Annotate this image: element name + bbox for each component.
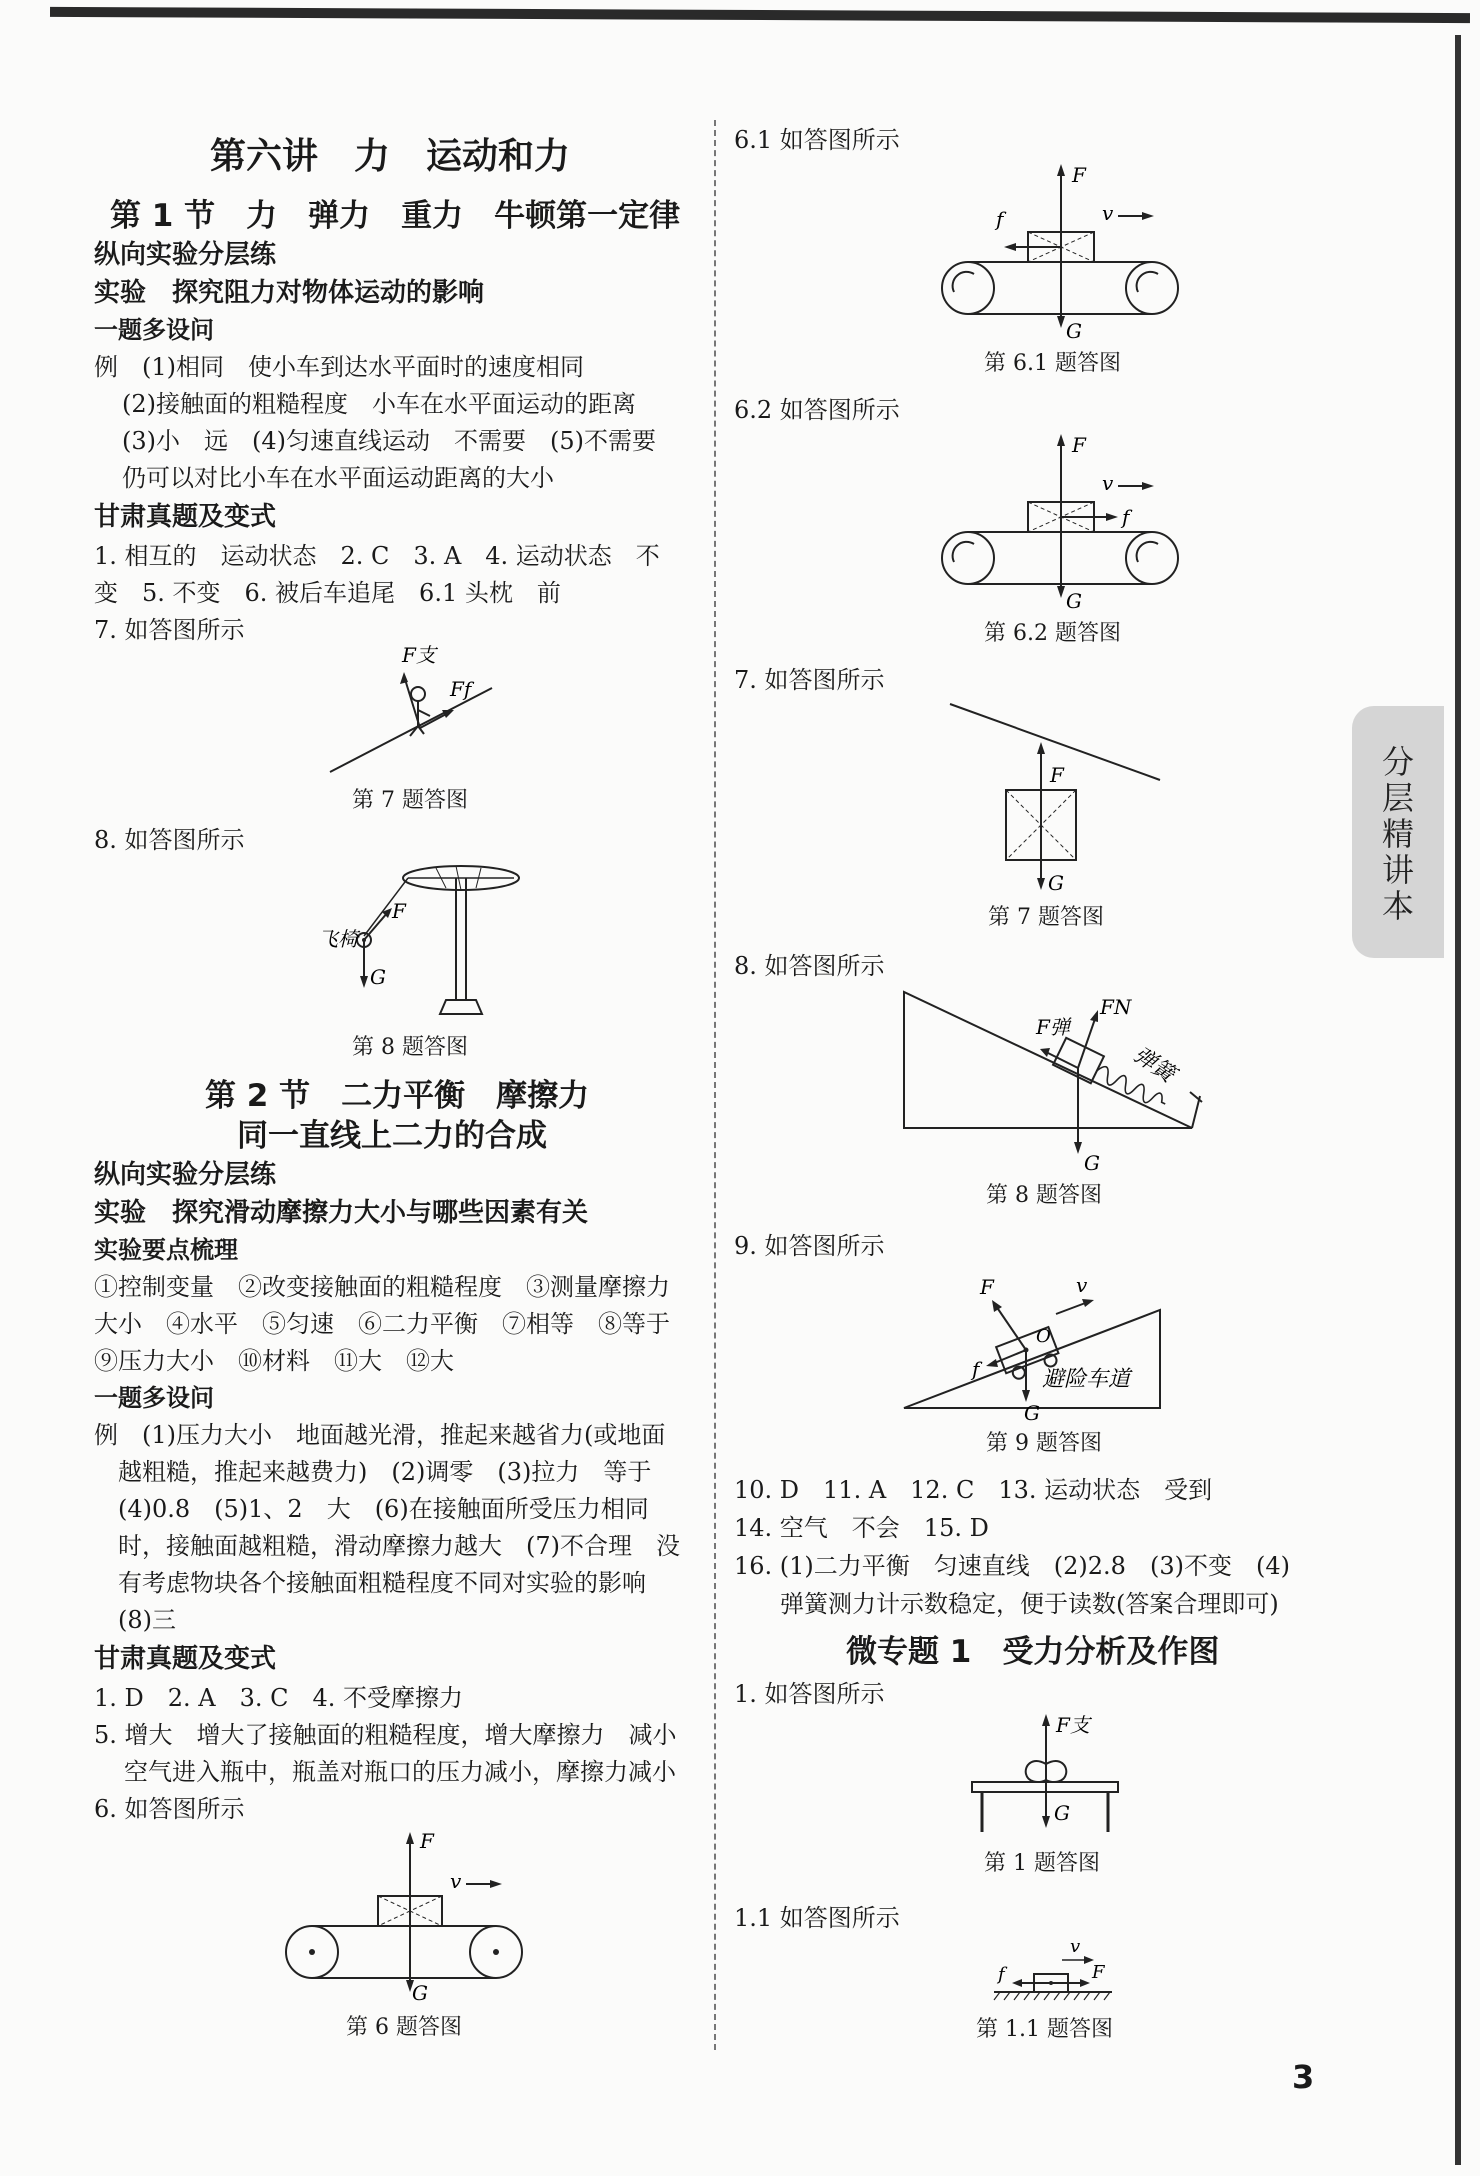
section2-title-line2: 同一直线上二力的合成 [237,1118,547,1154]
s2-example-line3: (4)0.8 (5)1、2 大 (6)在接触面所受压力相同 [118,1495,649,1523]
column-divider [714,120,716,2050]
figure-l8-swing-chair [296,852,536,1028]
r-q9: 9. 如答图所示 [734,1232,885,1260]
figure-m1-1-block-on-floor [990,1932,1120,2004]
s2-example-line4: 时，接触面越粗糙，滑动摩擦力越大 (7)不合理 没 [118,1532,680,1560]
force-label-f: f [998,1964,1005,1985]
velocity-label: v [1102,471,1114,495]
force-label-F: F [1072,163,1086,187]
force-label-F-zhi: F支 [1056,1713,1090,1737]
velocity-label: v [1076,1273,1088,1297]
s1-q7: 7. 如答图所示 [94,616,245,644]
s2-answers-line3: 空气进入瓶中，瓶盖对瓶口的压力减小，摩擦力减小 [124,1758,676,1786]
velocity-label: v [1102,201,1114,225]
force-label-G: G [1066,319,1082,343]
caption-r8: 第 8 题答图 [986,1183,1102,1208]
force-label-FN: FN [1100,995,1132,1019]
s2-example-line2: 越粗糙，推起来越费力) (2)调零 (3)拉力 等于 [118,1458,652,1486]
force-label-F-tan: F弹 [1036,1015,1070,1039]
r-answers-line3: 16. (1)二力平衡 匀速直线 (2)2.8 (3)不变 (4) [734,1552,1290,1580]
page-top-edge [50,7,1470,23]
figure-r6-1-conveyor [926,160,1196,343]
caption-r6-1: 第 6.1 题答图 [984,351,1121,376]
figure-r7-hanging-box [940,698,1170,898]
force-label-F: F [420,1829,434,1853]
force-label-G: G [1024,1401,1040,1425]
velocity-label: v [450,1869,462,1893]
caption-r9: 第 9 题答图 [986,1431,1102,1456]
figure-r9-runaway-ramp [900,1262,1180,1425]
s2-points-line1: ①控制变量 ②改变接触面的粗糙程度 ③测量摩擦力 [94,1273,670,1301]
s2-example-line6: (8)三 [118,1606,176,1634]
force-label-Ff: Ff [450,677,472,701]
r-answers-line4: 弹簧测力计示数稳定，便于读数(答案合理即可) [780,1590,1279,1618]
s1-heading: 纵向实验分层练 [94,240,277,270]
r-q6-1: 6.1 如答图所示 [734,126,900,154]
side-tab-label: 分层精讲本 [1381,743,1414,925]
s2-experiment-title: 实验 探究滑动摩擦力大小与哪些因素有关 [94,1198,589,1228]
s1-example-line3: (3)小 远 (4)匀速直线运动 不需要 (5)不需要 [122,427,656,455]
s1-example-line1: 例 (1)相同 使小车到达水平面时的速度相同 [94,353,584,381]
s2-points-heading: 实验要点梳理 [94,1236,238,1264]
force-label-G: G [370,965,386,989]
s2-points-line2: 大小 ④水平 ⑤匀速 ⑥二力平衡 ⑦相等 ⑧等于 [94,1310,670,1338]
s1-example-line4: 仍可以对比小车在水平面运动距离的大小 [122,464,554,492]
side-tab [1352,706,1444,958]
force-label-F-zhi: F支 [402,643,436,667]
force-label-F: F [1050,763,1064,787]
chair-label: 飞椅 [318,927,358,951]
velocity-label: v [1070,1936,1081,1957]
s2-gansu-heading: 甘肃真题及变式 [94,1644,277,1674]
section1-title: 第 1 节 力 弹力 重力 牛顿第一定律 [110,198,681,234]
caption-r6-2: 第 6.2 题答图 [984,621,1121,646]
caption-m1-1: 第 1.1 题答图 [976,2017,1113,2042]
spring-label: 弹簧 [1128,1042,1180,1088]
s1-example-line2: (2)接触面的粗糙程度 小车在水平面运动的距离 [122,390,636,418]
s2-q6: 6. 如答图所示 [94,1795,245,1823]
figure-r8-incline-spring [900,988,1220,1174]
s2-heading: 纵向实验分层练 [94,1160,277,1190]
caption-m1: 第 1 题答图 [984,1851,1100,1876]
s1-experiment-title: 实验 探究阻力对物体运动的影响 [94,278,485,308]
s1-answers-line1: 1. 相互的 运动状态 2. C 3. A 4. 运动状态 不 [94,542,660,570]
r-q6-2: 6.2 如答图所示 [734,396,900,424]
s2-answers-line2: 5. 增大 增大了接触面的粗糙程度，增大摩擦力 减小 [94,1721,677,1749]
r-answers-line2: 14. 空气 不会 15. D [734,1514,989,1542]
caption-l6: 第 6 题答图 [346,2015,462,2040]
s1-answers-line2: 变 5. 不变 6. 被后车追尾 6.1 头枕 前 [94,579,561,607]
force-label-G: G [1054,1801,1070,1825]
figure-l6-conveyor [270,1826,540,2005]
force-label-F: F [1072,433,1086,457]
force-label-G: G [412,1981,428,2005]
page-right-edge [1455,35,1461,2165]
r-q7: 7. 如答图所示 [734,666,885,694]
caption-l8: 第 8 题答图 [352,1035,468,1060]
force-label-G: G [1048,871,1064,895]
center-label-O: O [1036,1326,1051,1347]
s2-example-line5: 有考虑物块各个接触面粗糙程度不同对实验的影响 [118,1569,646,1597]
s1-multi-question: 一题多设问 [94,316,214,344]
force-label-F: F [1092,1962,1105,1983]
r-answers-line1: 10. D 11. A 12. C 13. 运动状态 受到 [734,1476,1213,1504]
chapter-title: 第六讲 力 运动和力 [210,136,571,177]
caption-l7: 第 7 题答图 [352,788,468,813]
force-label-f: f [1122,505,1130,529]
s2-multi-question: 一题多设问 [94,1384,214,1412]
s1-gansu-heading: 甘肃真题及变式 [94,502,277,532]
force-label-F: F [980,1275,994,1299]
s2-example-line1: 例 (1)压力大小 地面越光滑，推起来越省力(或地面 [94,1421,666,1449]
force-label-f: f [996,207,1004,231]
figure-r6-2-conveyor [926,430,1196,613]
micro-q1: 1. 如答图所示 [734,1680,885,1708]
force-label-f: f [972,1357,980,1381]
ramp-label: 避险车道 [1042,1367,1131,1392]
r-q8: 8. 如答图所示 [734,952,885,980]
force-label-F: F [392,899,406,923]
caption-r7: 第 7 题答图 [988,905,1104,930]
force-label-G: G [1066,589,1082,613]
s1-q8: 8. 如答图所示 [94,826,245,854]
page-number: 3 [1292,2058,1315,2096]
force-label-G: G [1084,1151,1100,1175]
figure-m1-table-apple [960,1712,1130,1838]
micro-topic-title: 微专题 1 受力分析及作图 [846,1634,1220,1670]
micro-q1-1: 1.1 如答图所示 [734,1904,900,1932]
section2-title-line1: 第 2 节 二力平衡 摩擦力 [205,1078,590,1114]
s2-answers-line1: 1. D 2. A 3. C 4. 不受摩擦力 [94,1684,464,1712]
figure-l7-slope-person [320,640,500,780]
s2-points-line3: ⑨压力大小 ⑩材料 ⑪大 ⑫大 [94,1347,454,1375]
